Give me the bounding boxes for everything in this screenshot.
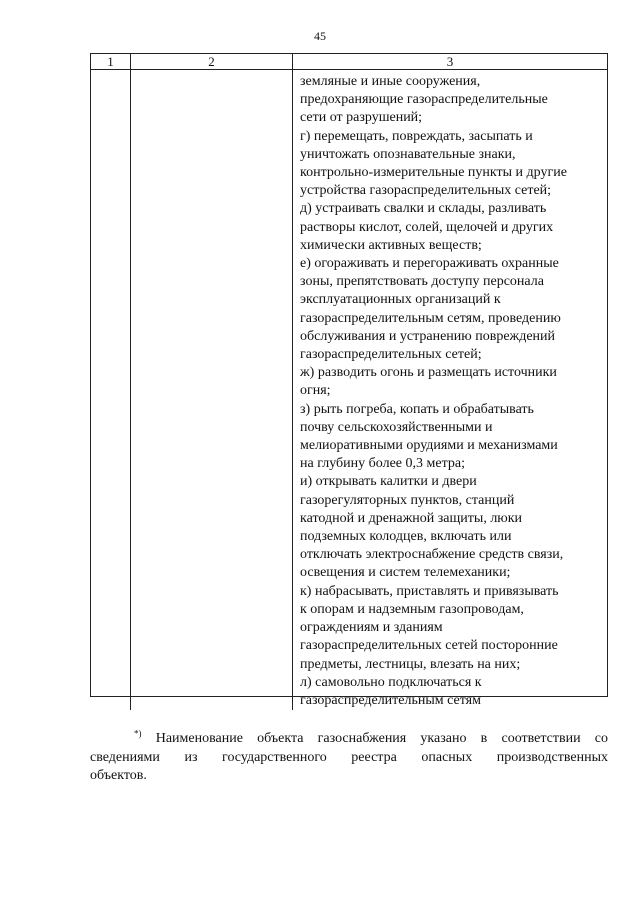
table-body-row <box>91 70 607 710</box>
table-text-line: уничтожать опознавательные знаки, <box>300 146 516 162</box>
table-text-line: л) самовольно подключаться к <box>300 674 482 690</box>
footnote <box>90 730 608 786</box>
table-text-line: на глубину более 0,3 метра; <box>300 456 465 472</box>
table-text-line: устройства газораспределительных сетей; <box>300 183 552 199</box>
table-text-line: земляные и иные сооружения, <box>300 74 481 89</box>
table-text-line: мелиоративными орудиями и механизмами <box>300 438 558 454</box>
footnote-mark: *) <box>134 728 142 739</box>
table-text-line: газораспределительных сетей посторонние <box>300 638 558 654</box>
table-text-line: з) рыть погреба, копать и обрабатывать <box>300 401 534 417</box>
table-cell-col2 <box>131 70 293 710</box>
table-text-line: подземных колодцев, включать или <box>300 529 512 545</box>
table-text-line: растворы кислот, солей, щелочей и других <box>300 219 554 235</box>
column-header-1: 1 <box>91 54 131 69</box>
table-text-line: г) перемещать, повреждать, засыпать и <box>300 128 533 144</box>
table-text-line: газораспределительным сетям <box>300 692 481 708</box>
table-text-line: эксплуатационных организаций к <box>300 292 501 308</box>
table-text-line: отключать электроснабжение средств связи, <box>300 547 564 563</box>
table-text-line: д) устраивать свалки и склады, разливать <box>300 201 547 217</box>
table-text-line: сети от разрушений; <box>300 110 423 126</box>
table-text-line: предохраняющие газораспределительные <box>300 92 548 108</box>
table-text-line: к) набрасывать, приставлять и привязывать <box>300 583 559 599</box>
column-header-3: 3 <box>446 54 454 69</box>
table-text-line: зоны, препятствовать доступу персонала <box>300 274 544 290</box>
column-header-2: 2 <box>131 54 293 69</box>
table-text-line: к опорам и надземным газопроводам, <box>300 601 524 617</box>
table-text-line: контрольно-измерительные пункты и другие <box>300 165 567 181</box>
footnote-line-2: сведениями из государственного реестра опасных производственных <box>90 749 608 765</box>
table-text-line: химически активных веществ; <box>300 237 482 253</box>
table-text-line: огня; <box>300 383 331 399</box>
table-cell-col1 <box>91 70 131 710</box>
table-text-line: газораспределительных сетей; <box>300 347 482 363</box>
table-text-line: почву сельскохозяйственными и <box>300 419 493 435</box>
requirements-table <box>90 53 608 708</box>
table-text-line: е) огораживать и перегораживать охранные <box>300 256 559 272</box>
table-text-line: освещения и систем телемеханики; <box>300 565 511 581</box>
table-text-line: газорегуляторных пунктов, станций <box>300 492 515 508</box>
page-number: 45 <box>314 29 326 43</box>
table-text-line: ж) разводить огонь и размещать источники <box>300 365 557 381</box>
table-text-line: газораспределительным сетям, проведению <box>300 310 561 326</box>
table-text-line: катодной и дренажной защиты, люки <box>300 510 523 526</box>
table-cell-col3 <box>293 70 607 710</box>
table-text-line: обслуживания и устранению повреждений <box>300 328 556 344</box>
table-text-line: и) открывать калитки и двери <box>300 474 477 490</box>
table-text-line: предметы, лестницы, влезать на них; <box>300 656 521 672</box>
footnote-line-1: *) Наименование объекта газоснабжения указано в соответствии со <box>134 728 608 746</box>
footnote-line-3: объектов. <box>90 768 147 783</box>
table-header-row <box>91 54 607 70</box>
table-text-line: ограждениям и зданиям <box>300 620 443 636</box>
